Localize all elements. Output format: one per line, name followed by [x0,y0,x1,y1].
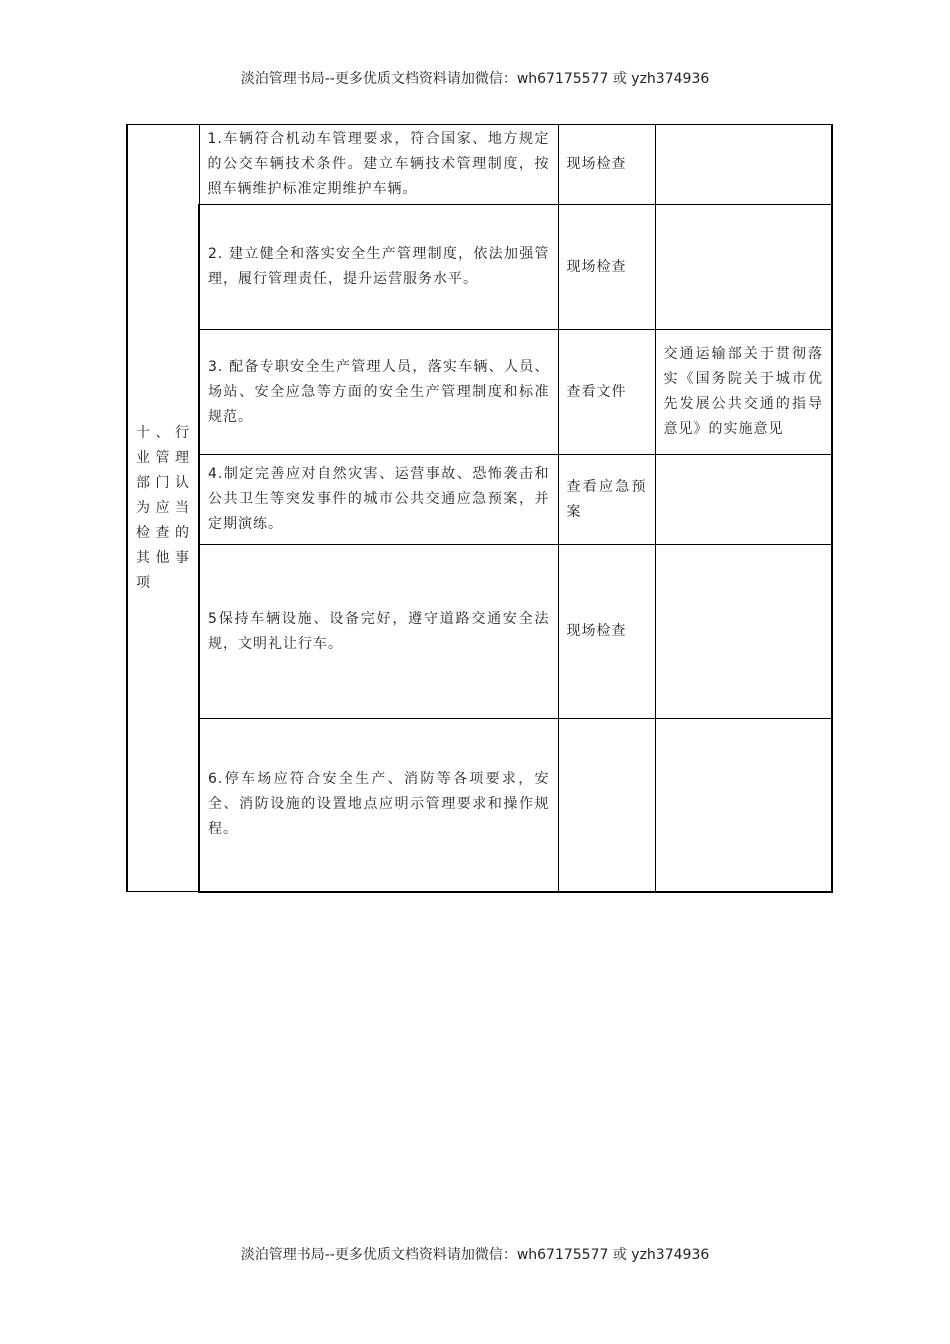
page-footer: 淡泊管理书局--更多优质文档资料请加微信：wh67175577 或 yzh374936 [240,1247,710,1263]
page-header: 淡泊管理书局--更多优质文档资料请加微信：wh67175577 或 yzh374936 [240,71,710,87]
table-row [127,545,832,719]
table-row [127,719,832,892]
item-content: 4.制定完善应对自然灾害、运营事故、恐怖袭击和公共卫生等突发事件的城市公共交通应急预案，并定期演练。 [199,455,558,545]
check-method: 现场检查 [558,545,655,719]
item-content: 2. 建立健全和落实安全生产管理制度，依法加强管理，履行管理责任，提升运营服务水平。 [199,205,558,330]
basis-cell [655,125,832,205]
table-row [127,330,832,455]
check-method: 查看应急预案 [558,455,655,545]
item-content: 1.车辆符合机动车管理要求，符合国家、地方规定的公交车辆技术条件。建立车辆技术管理制度，按照车辆维护标准定期维护车辆。 [199,125,558,205]
check-method: 现场检查 [558,125,655,205]
item-content: 6.停车场应符合安全生产、消防等各项要求，安全、消防设施的设置地点应明示管理要求和操作规程。 [199,719,558,892]
basis-cell [655,719,832,892]
table-row [127,125,832,205]
category-cell: 十、行业管理部门认为应当检查的其他事项 [127,125,199,892]
item-content: 3. 配备专职安全生产管理人员，落实车辆、人员、场站、安全应急等方面的安全生产管理制度和标准规范。 [199,330,558,455]
basis-cell: 交通运输部关于贯彻落实《国务院关于城市优先发展公共交通的指导意见》的实施意见 [655,330,832,455]
basis-cell [655,455,832,545]
basis-cell [655,205,832,330]
basis-cell [655,545,832,719]
check-method: 现场检查 [558,205,655,330]
inspection-table [126,124,833,893]
check-method: 查看文件 [558,330,655,455]
check-method [558,719,655,892]
item-content: 5保持车辆设施、设备完好，遵守道路交通安全法规，文明礼让行车。 [199,545,558,719]
table-row [127,205,832,330]
table-row [127,455,832,545]
